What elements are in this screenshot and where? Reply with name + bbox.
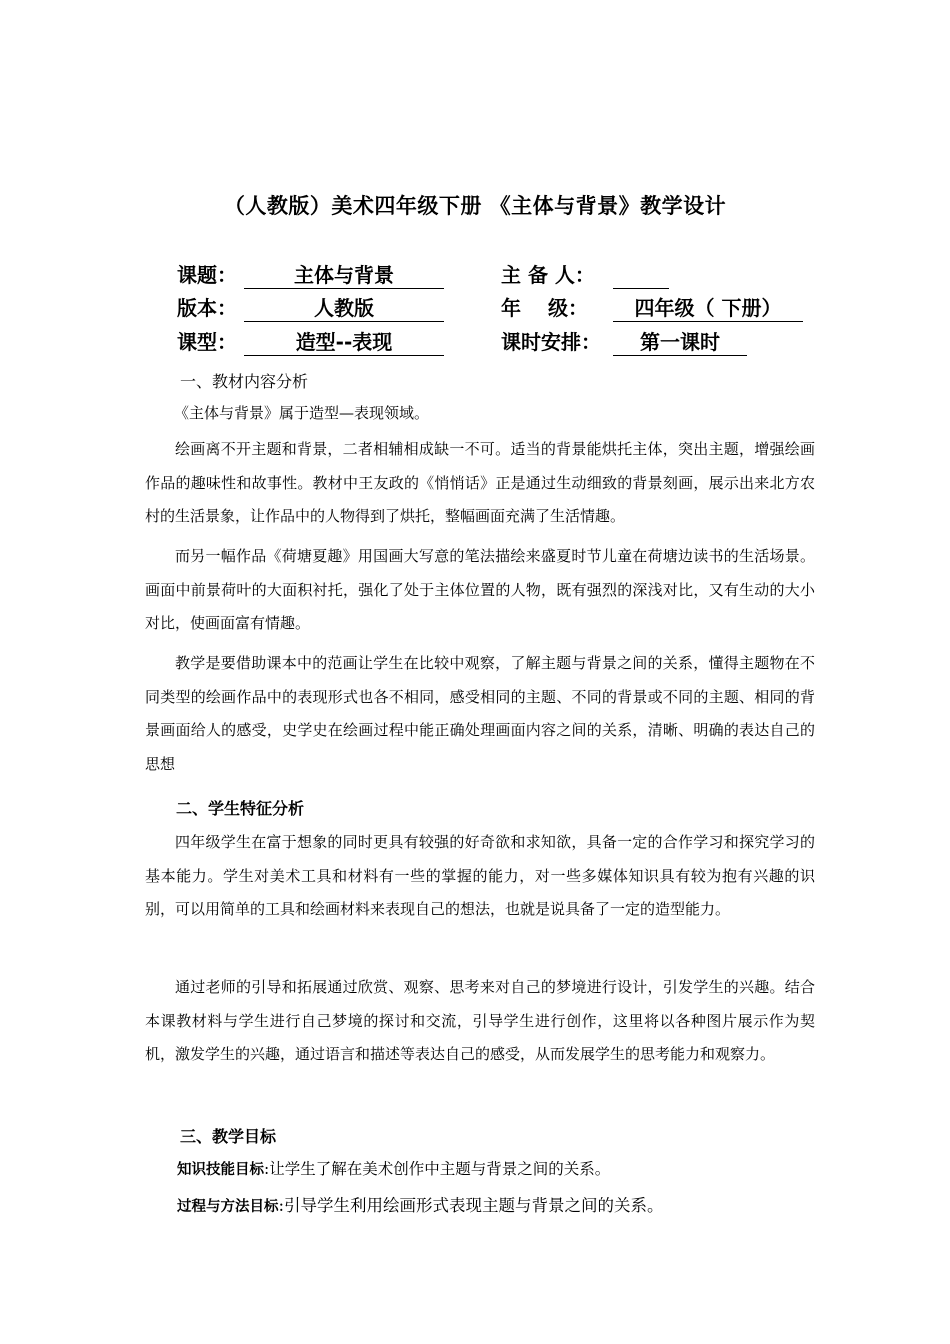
preparer-label: 主 备 人： (501, 263, 595, 287)
goal-process-text: :引导学生利用绘画形式表现主题与背景之间的关系。 (278, 1196, 664, 1215)
goal-process (177, 1192, 664, 1216)
section1-paragraph-1: 绘画离不开主题和背景，二者相辅相成缺一不可。适当的背景能烘托主体，突出主题，增强绘画作品的趣味性和故事性。教材中王友政的《悄悄话》正是通过生动细致的背景刻画，展示出来北方农村的生活景象，让作品中的人物得到了烘托，整幅画面充满了生活情趣。 (145, 440, 815, 525)
edition-label: 版本： (177, 296, 237, 320)
grade-label: 年 级： (501, 296, 588, 320)
section3-heading: 三、教学目标 (180, 1127, 277, 1146)
topic-value: 主体与背景 (244, 262, 444, 289)
section1-paragraph-3: 教学是要借助课本中的范画让学生在比较中观察，了解主题与背景之间的关系，懂得主题物在不同类型的绘画作品中的表现形式也各不相同，感受相同的主题、不同的背景或不同的主题、相同的背景画面给人的感受，史学史在绘画过程中能正确处理画面内容之间的关系，清晰、明确的表达自己的思想 (145, 654, 815, 773)
section1-intro: 《主体与背景》属于造型—表现领域。 (174, 404, 430, 422)
document-title: （人教版）美术四年级下册 《主体与背景》教学设计 (223, 194, 727, 218)
preparer-value (613, 262, 669, 289)
goal-knowledge-text: :让学生了解在美术创作中主题与背景之间的关系。 (264, 1160, 611, 1178)
edition-value: 人教版 (244, 295, 444, 322)
goal-process-label: 过程与方法目标 (177, 1199, 279, 1215)
type-value: 造型--表现 (244, 329, 444, 356)
schedule-value: 第一课时 (613, 329, 747, 356)
section2-paragraph-1: 四年级学生在富于想象的同时更具有较强的好奇欲和求知欲，具备一定的合作学习和探究学习的基本能力。学生对美术工具和材料有一些的掌握的能力，对一些多媒体知识具有较为抱有兴趣的识别，可以用简单的工具和绘画材料来表现自己的想法，也就是说具备了一定的造型能力。 (145, 833, 815, 918)
section2-heading: 二、学生特征分析 (176, 799, 305, 818)
section1-heading: 一、教材内容分析 (180, 372, 309, 391)
topic-label: 课题： (177, 263, 237, 287)
grade-value: 四年级（ 下册） (613, 295, 803, 322)
goal-knowledge-label: 知识技能目标 (177, 1162, 264, 1178)
section2-paragraph-2: 通过老师的引导和拓展通过欣赏、观察、思考来对自己的梦境进行设计，引发学生的兴趣。结合本课教材料与学生进行自己梦境的探讨和交流，引导学生进行创作，这里将以各种图片展示作为契机，激发学生的兴趣，通过语言和描述等表达自己的感受，从而发展学生的思考能力和观察力。 (145, 978, 815, 1063)
goal-knowledge (177, 1157, 610, 1179)
type-label: 课型： (177, 330, 237, 354)
schedule-label: 课时安排： (501, 330, 601, 354)
section1-paragraph-2: 而另一幅作品《荷塘夏趣》用国画大写意的笔法描绘来盛夏时节儿童在荷塘边读书的生活场景。画面中前景荷叶的大面积衬托，强化了处于主体位置的人物，既有强烈的深浅对比，又有生动的大小对比，使画面富有情趣。 (145, 547, 815, 632)
